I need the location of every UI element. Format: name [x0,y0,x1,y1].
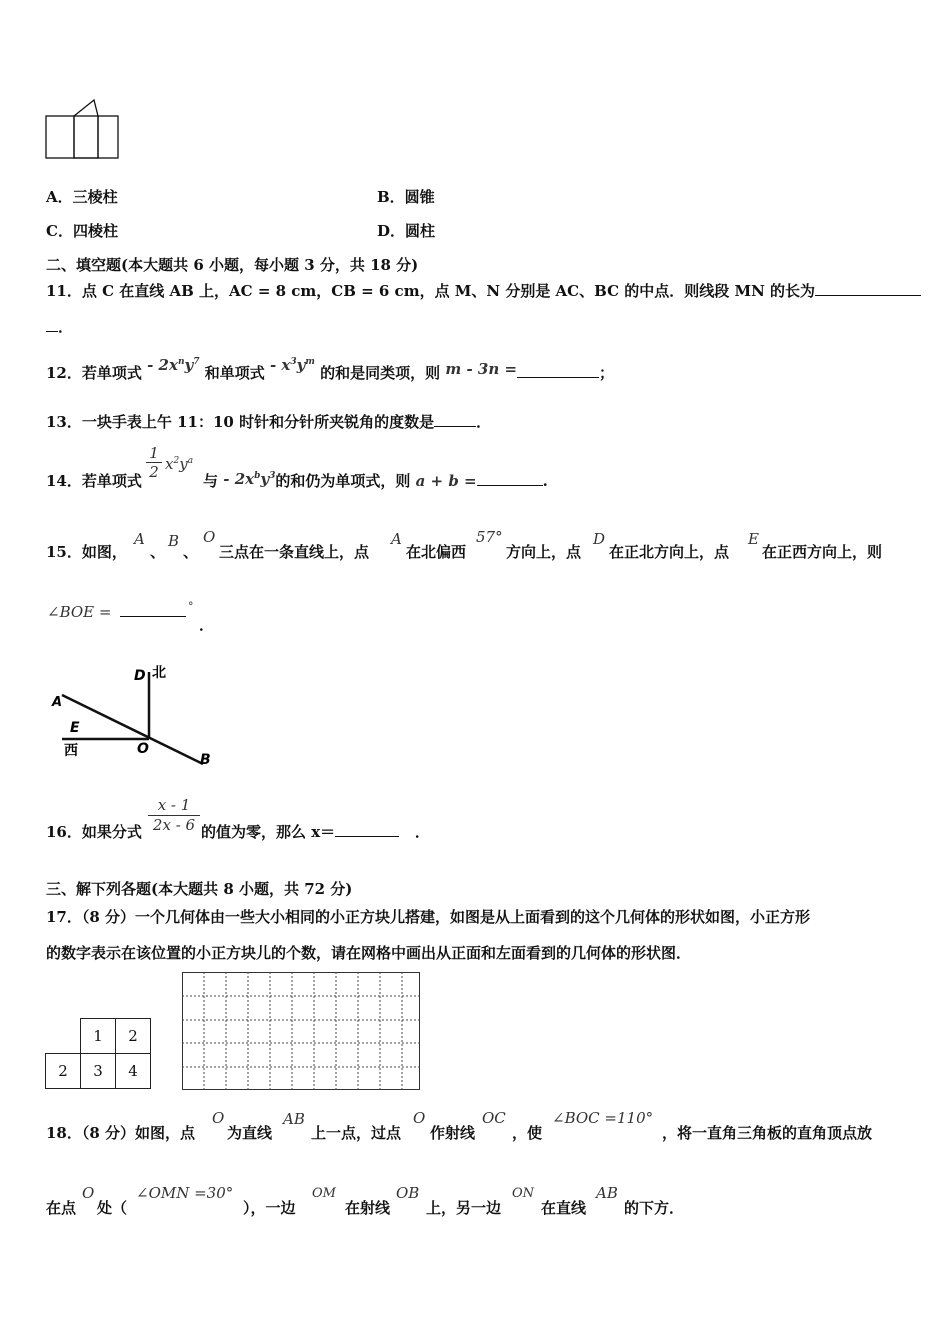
q12-term2: - $x^3y^m$ [269,356,315,374]
q12-tail: 的和是同类项，则 [320,364,441,382]
q15-point-a2: A [391,530,402,548]
q14-rest [203,470,548,491]
q11-continuation [46,316,73,337]
q16-rest [201,821,430,842]
q18-angle-boc: ∠BOC =110° [552,1109,654,1127]
q15-point-e: E [748,530,759,548]
section-2-heading: 二、填空题(本大题共 6 小题，每小题 3 分，共 18 分) [46,256,419,274]
q14-frac-num: 1 [146,444,162,463]
q15-point-b: B [168,532,180,550]
option-d: D．圆柱 [377,222,436,240]
q15-degree: 57° [476,528,503,546]
cube-cell: 2 [116,1019,151,1054]
prism-net-figure [40,95,124,163]
q16-frac-num: x - 1 [148,796,200,816]
q18-ray-oc: OC [482,1109,506,1127]
q18-angle-omn: ∠OMN =30° [136,1184,234,1202]
q18-t12: 的下方． [624,1199,685,1217]
q17-line1: 17．（8 分）一个几何体由一些大小相同的小正方块儿搭建，如图是从上面看到的这个几何体的形状如图，小正方形 [46,908,811,926]
q11-blank [815,281,921,296]
option-b: B．圆锥 [377,188,435,206]
q15-end: ． [199,616,215,634]
q18-line-ab2: AB [596,1184,618,1202]
q18-num: 18．（8 分）如图，点 [46,1124,196,1142]
q15-figure [48,660,218,772]
q15-point-o: O [203,528,216,546]
line-ab [62,695,203,764]
drawing-grid[interactable] [182,972,421,1091]
q12-num: 12．若单项式 [46,364,142,382]
q18-t1: 为直线 [227,1124,273,1142]
q14-end: . [542,472,548,490]
q14-tail: 的和仍为单项式，则 [275,472,411,490]
q15-sep2: 、 [183,543,199,561]
label-a: A [52,695,63,710]
label-d: D [134,668,146,684]
cube-cell: 1 [81,1019,116,1054]
label-e: E [70,720,80,736]
section-3-heading: 三、解下列各题(本大题共 8 小题，共 72 分) [46,880,353,898]
option-a: A．三棱柱 [46,188,118,206]
q14-blank [477,471,543,486]
q18-t6: 在点 [46,1199,77,1217]
option-c: C．四棱柱 [46,222,118,240]
q15-t5: 在正西方向上，则 [762,543,883,561]
q15-sep1: 、 [150,543,166,561]
q16-fraction [148,796,200,834]
q14-fraction [146,444,162,481]
question-11 [46,280,921,301]
q13-end: ． [476,413,492,431]
q14-term2: - $2x^by^3$ [223,470,276,488]
q11-end: ． [58,318,74,336]
q16-end: ． [414,823,430,841]
q15-t4: 在正北方向上，点 [609,543,730,561]
q18-t9: 在射线 [345,1199,391,1217]
q18-ray-ob: OB [396,1184,420,1202]
question-13 [46,411,491,432]
q17-line2: 的数字表示在该位置的小正方块儿的个数，请在网格中画出从正面和左面看到的几何体的形状图． [46,944,692,962]
q16-tail: 的值为零，那么 x＝ [201,823,336,841]
q15-blank [120,616,186,617]
q11-blank-end [46,317,58,332]
q18-t10: 上，另一边 [426,1199,502,1217]
q15-t3: 方向上，点 [506,543,582,561]
cube-cell: 3 [81,1054,116,1089]
q12-end: ； [599,364,615,382]
cube-cell: 4 [116,1054,151,1089]
label-north: 北 [152,665,166,681]
label-west: 西 [64,743,78,759]
question-12 [46,356,615,383]
q12-term1: - $2x^ny^7$ [147,356,200,374]
q15-point-d: D [593,530,606,548]
q14-frac-den: 2 [149,463,159,481]
q14-term1: $x^2y^a$ [165,455,194,473]
q18-t7: 处（ [97,1199,128,1217]
q15-degsym: ° [188,600,194,613]
question-14 [46,470,142,491]
q18-point-o2: O [413,1109,426,1127]
q18-t3: 作射线 [430,1124,476,1142]
q14-expr: a + b = [415,472,477,490]
q16-blank [335,822,399,837]
q14-num: 14．若单项式 [46,472,142,490]
net-left-face [46,116,74,158]
label-o: O [137,741,149,757]
q13-text: 13．一块手表上午 11：10 时针和分针所夹锐角的度数是 [46,413,435,431]
q12-expr: m - 3n = [445,360,518,378]
q18-t11: 在直线 [541,1199,587,1217]
cube-cell: 2 [46,1054,81,1089]
q18-line-ab: AB [283,1110,305,1128]
q11-text: 11．点 C 在直线 AB 上，AC = 8 cm，CB = 6 cm，点 M、N 分别是 AC、BC 的中点．则线段 MN 的长为 [46,282,816,300]
q18-t8: ），一边 [243,1199,296,1217]
q15-num: 15．如图， [46,543,127,561]
q18-t5: ，将一直角三角板的直角顶点放 [662,1124,873,1142]
net-middle-face [74,116,98,158]
q12-mid: 和单项式 [204,364,265,382]
cube-cell [46,1019,81,1054]
q16-frac-den: 2x - 6 [152,816,196,834]
q15-t2: 在北偏西 [406,543,467,561]
q12-blank [517,363,599,378]
q14-mid: 与 [203,472,219,490]
top-view-table [45,1018,151,1089]
q15-t1: 三点在一条直线上，点 [219,543,370,561]
q13-blank [434,412,476,427]
net-right-face [98,116,118,158]
label-b: B [200,752,211,768]
q18-point-o: O [212,1109,225,1127]
q15-point-a: A [134,530,145,548]
q18-side-on: ON [512,1186,535,1201]
q18-side-om: OM [312,1186,336,1201]
q18-t2: 上一点，过点 [311,1124,402,1142]
q16-num: 16．如果分式 [46,823,142,841]
q18-point-o3: O [82,1184,95,1202]
q15-angle: ∠BOE = [47,603,112,621]
net-top-triangle [74,100,98,116]
q18-t4: ，使 [512,1124,543,1142]
